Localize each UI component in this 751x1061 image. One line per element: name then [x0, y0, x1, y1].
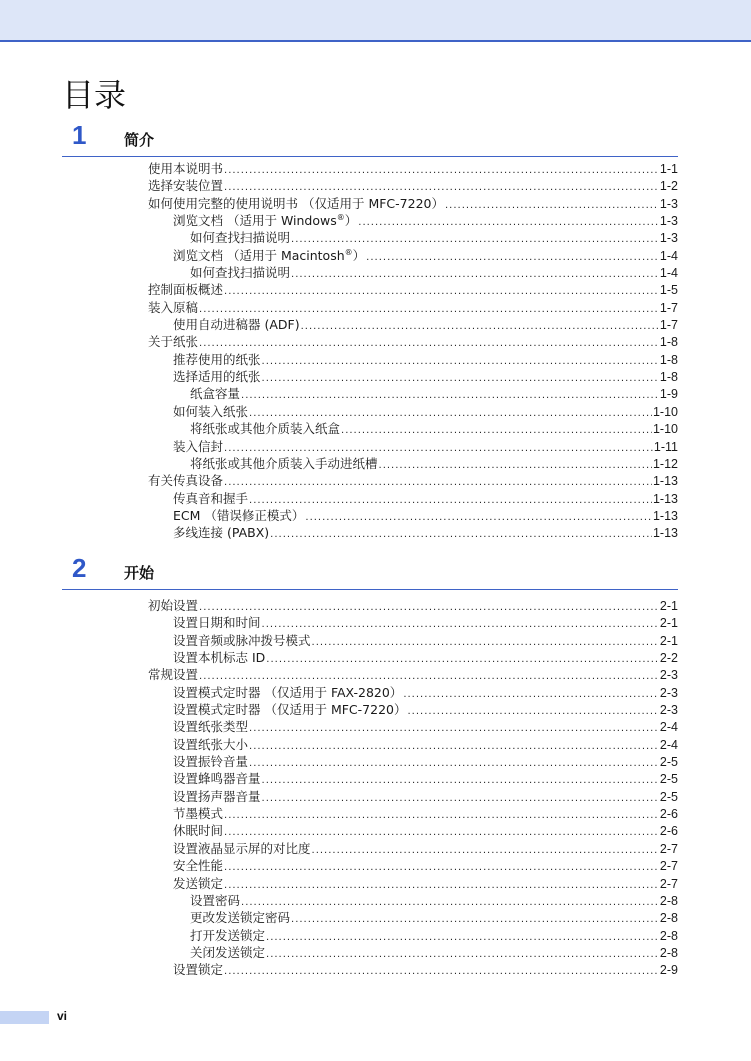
- toc-entry-title: 装入原稿: [148, 299, 199, 315]
- toc-entry[interactable]: [148, 507, 678, 524]
- toc-entry[interactable]: [148, 805, 678, 822]
- toc-entry-title: 传真音和握手: [173, 490, 249, 506]
- dot-leader: [266, 946, 659, 961]
- toc-entry-title: 如何使用完整的使用说明书 （仅适用于 MFC-7220）: [148, 195, 444, 211]
- dot-leader: [241, 894, 659, 909]
- toc-page-number: 1-12: [652, 456, 678, 471]
- toc-page-number: 1-4: [659, 248, 678, 263]
- dot-leader: [224, 440, 653, 455]
- dot-leader: [224, 877, 659, 892]
- toc-entry[interactable]: [148, 597, 678, 614]
- toc-page-number: 1-11: [653, 439, 678, 454]
- toc-page-number: 2-1: [659, 616, 678, 631]
- dot-leader: [224, 963, 659, 978]
- toc-entry[interactable]: [148, 788, 678, 805]
- toc-entry-title: 如何查找扫描说明: [190, 230, 291, 246]
- toc-page-number: 1-8: [659, 370, 678, 385]
- toc-page-number: 2-5: [659, 789, 678, 804]
- toc-entry-title: 休眠时间: [173, 823, 224, 839]
- toc-page-number: 2-5: [659, 772, 678, 787]
- toc-page-number: 2-8: [659, 893, 678, 908]
- toc-page-number: 1-10: [652, 422, 678, 437]
- toc-entry-title: 多线连接 (PABX): [173, 525, 270, 541]
- dot-leader: [224, 283, 659, 298]
- toc-entry-title: 使用本说明书: [148, 161, 224, 176]
- toc-page-number: 2-7: [659, 876, 678, 891]
- dot-leader: [199, 599, 659, 614]
- toc-entry-title: 设置纸张类型: [173, 719, 249, 735]
- toc-entry-title: 打开发送锁定: [190, 927, 266, 943]
- toc-entry-title: 纸盒容量: [190, 386, 241, 402]
- chapter-title: 简介: [124, 131, 155, 149]
- dot-leader: [224, 859, 659, 874]
- dot-leader: [249, 755, 659, 770]
- toc-page-number: 2-5: [659, 755, 678, 770]
- dot-leader: [224, 474, 652, 489]
- toc-entry-title: 关于纸张: [148, 334, 199, 350]
- toc-page-number: 2-7: [659, 841, 678, 856]
- dot-leader: [312, 842, 659, 857]
- registered-mark: ®: [344, 247, 353, 257]
- toc-entry-title: 关闭发送锁定: [190, 944, 266, 960]
- toc-entry[interactable]: [148, 299, 678, 316]
- dot-leader: [403, 686, 659, 701]
- dot-leader: [358, 214, 659, 229]
- toc-entry[interactable]: [148, 892, 678, 909]
- dot-leader: [224, 162, 659, 177]
- toc-entry-title: 安全性能: [173, 858, 224, 874]
- dot-leader: [249, 738, 659, 753]
- toc-page-number: 1-8: [659, 352, 678, 367]
- toc-page-number: 2-4: [659, 720, 678, 735]
- toc-entry-title: 浏览文档 （适用于 Macintosh®）: [173, 247, 366, 263]
- toc-entry[interactable]: [148, 857, 678, 874]
- toc-page-number: 2-3: [659, 685, 678, 700]
- toc-entry[interactable]: [148, 385, 678, 402]
- toc-page-number: 1-3: [659, 214, 678, 229]
- toc-page-number: 1-7: [659, 318, 678, 333]
- toc-entry[interactable]: [148, 736, 678, 753]
- toc-entry[interactable]: [148, 718, 678, 735]
- dot-leader: [224, 807, 659, 822]
- toc-page-number: 1-8: [659, 335, 678, 350]
- header-band: [0, 0, 751, 42]
- toc-entry-title: 设置日期和时间: [173, 615, 261, 631]
- toc-entry[interactable]: [148, 351, 678, 368]
- toc-page-number: 1-9: [659, 387, 678, 402]
- toc-page-number: 2-7: [659, 859, 678, 874]
- toc-entry[interactable]: [148, 403, 678, 420]
- footer-bar: [0, 1011, 49, 1024]
- toc-entry[interactable]: [148, 753, 678, 770]
- toc-entry[interactable]: [148, 247, 678, 264]
- dot-leader: [262, 353, 659, 368]
- toc-page-number: 2-8: [659, 911, 678, 926]
- toc-entry[interactable]: [148, 472, 678, 489]
- dot-leader: [379, 457, 652, 472]
- toc-page-number: 1-10: [652, 404, 678, 419]
- toc-entry-title: 设置纸张大小: [173, 736, 249, 752]
- toc-page-number: 1-3: [659, 196, 678, 211]
- dot-leader: [291, 231, 659, 246]
- toc-entry[interactable]: [148, 490, 678, 507]
- toc-page-number: 1-4: [659, 266, 678, 281]
- toc-entry-title: 有关传真设备: [148, 473, 224, 489]
- chapter-heading-2: [62, 553, 678, 590]
- toc-entry-title: 将纸张或其他介质装入手动进纸槽: [190, 455, 378, 471]
- toc-page-number: 1-13: [652, 474, 678, 489]
- toc-page-number: 2-6: [659, 807, 678, 822]
- toc-entry-title: 设置模式定时器 （仅适用于 MFC-7220）: [173, 702, 407, 718]
- toc-entry[interactable]: [148, 420, 678, 437]
- chapter-heading-1: [62, 120, 678, 157]
- toc-page-number: 1-13: [652, 526, 678, 541]
- toc-entry[interactable]: [148, 875, 678, 892]
- toc-entry-title: 将纸张或其他介质装入纸盒: [190, 421, 341, 437]
- toc-page-number: 1-1: [659, 162, 678, 176]
- toc-entry-title: 设置密码: [190, 892, 241, 908]
- dot-leader: [262, 616, 659, 631]
- toc-entry[interactable]: [148, 455, 678, 472]
- dot-leader: [445, 197, 659, 212]
- toc-entry-title: 常规设置: [148, 667, 199, 683]
- toc-entry[interactable]: [148, 212, 678, 229]
- toc-page-number: 2-1: [659, 633, 678, 648]
- dot-leader: [366, 249, 659, 264]
- toc-entry-title: 设置音频或脉冲拨号模式: [173, 632, 311, 648]
- chapter-number: 1: [72, 120, 87, 150]
- toc-entry[interactable]: [148, 770, 678, 787]
- toc-list-chapter-1: [148, 160, 678, 542]
- toc-entry[interactable]: [148, 684, 678, 701]
- toc-entry[interactable]: [148, 944, 678, 961]
- toc-entry[interactable]: [148, 177, 678, 194]
- toc-entry[interactable]: [148, 368, 678, 385]
- dot-leader: [249, 720, 659, 735]
- toc-entry-title: 设置扬声器音量: [173, 788, 261, 804]
- toc-page-number: 2-3: [659, 703, 678, 718]
- chapter-title: 开始: [124, 564, 155, 582]
- dot-leader: [262, 790, 659, 805]
- toc-entry[interactable]: [148, 438, 678, 455]
- toc-page-number: 2-3: [659, 668, 678, 683]
- dot-leader: [407, 703, 658, 718]
- toc-entry-title: 如何查找扫描说明: [190, 265, 291, 281]
- dot-leader: [241, 387, 659, 402]
- dot-leader: [224, 179, 659, 194]
- toc-entry[interactable]: [148, 160, 678, 177]
- toc-entry-title: 发送锁定: [173, 875, 224, 891]
- toc-list-chapter-2: [148, 597, 678, 979]
- toc-entry[interactable]: [148, 840, 678, 857]
- toc-page-number: 1-13: [652, 491, 678, 506]
- toc-entry-title: ECM （错误修正模式）: [173, 507, 305, 523]
- toc-entry-title: 装入信封: [173, 438, 224, 454]
- dot-leader: [224, 824, 659, 839]
- toc-entry-title: 更改发送锁定密码: [190, 910, 291, 926]
- toc-entry-title: 设置模式定时器 （仅适用于 FAX-2820）: [173, 684, 403, 700]
- toc-entry-title: 控制面板概述: [148, 282, 224, 298]
- toc-entry-title: 设置振铃音量: [173, 754, 249, 770]
- dot-leader: [301, 318, 659, 333]
- toc-entry-title: 推荐使用的纸张: [173, 351, 261, 367]
- toc-entry[interactable]: [148, 909, 678, 926]
- dot-leader: [249, 492, 652, 507]
- toc-entry[interactable]: [148, 701, 678, 718]
- toc-entry[interactable]: [148, 281, 678, 298]
- toc-entry-title: 节墨模式: [173, 806, 224, 822]
- toc-entry[interactable]: [148, 264, 678, 281]
- toc-entry[interactable]: [148, 524, 678, 541]
- dot-leader: [291, 266, 659, 281]
- toc-page-number: 2-8: [659, 928, 678, 943]
- dot-leader: [291, 911, 659, 926]
- toc-page-number: 2-4: [659, 737, 678, 752]
- toc-entry[interactable]: [148, 195, 678, 212]
- toc-entry[interactable]: [148, 927, 678, 944]
- dot-leader: [199, 301, 659, 316]
- toc-page-number: 1-7: [659, 300, 678, 315]
- toc-page-number: 2-2: [659, 651, 678, 666]
- toc-page-number: 1-5: [659, 283, 678, 298]
- toc-page-number: 2-6: [659, 824, 678, 839]
- toc-page-number: 2-9: [659, 963, 678, 978]
- toc-entry[interactable]: [148, 333, 678, 350]
- toc-entry[interactable]: [148, 632, 678, 649]
- dot-leader: [199, 668, 659, 683]
- dot-leader: [266, 651, 659, 666]
- dot-leader: [305, 509, 652, 524]
- toc-page-number: 1-3: [659, 231, 678, 246]
- toc-entry-title: 设置本机标志 ID: [173, 650, 266, 666]
- dot-leader: [262, 772, 659, 787]
- toc-page-number: 1-13: [652, 508, 678, 523]
- toc-entry[interactable]: [148, 649, 678, 666]
- dot-leader: [270, 526, 652, 541]
- toc-entry-title: 设置液晶显示屏的对比度: [173, 840, 311, 856]
- toc-entry-title: 设置锁定: [173, 962, 224, 978]
- toc-entry[interactable]: [148, 229, 678, 246]
- dot-leader: [249, 405, 652, 420]
- toc-entry-title: 初始设置: [148, 598, 199, 613]
- toc-entry[interactable]: [148, 822, 678, 839]
- page-title: 目录: [62, 76, 127, 114]
- toc-entry[interactable]: [148, 666, 678, 683]
- toc-entry[interactable]: [148, 614, 678, 631]
- dot-leader: [199, 335, 659, 350]
- toc-entry-title: 如何装入纸张: [173, 403, 249, 419]
- page-number: vi: [57, 1009, 68, 1023]
- dot-leader: [266, 929, 659, 944]
- toc-entry-title: 选择安装位置: [148, 178, 224, 194]
- toc-page-number: 2-1: [659, 599, 678, 613]
- toc-entry-title: 设置蜂鸣器音量: [173, 771, 261, 787]
- toc-entry-title: 使用自动进稿器 (ADF): [173, 317, 300, 333]
- dot-leader: [262, 370, 659, 385]
- chapter-number: 2: [72, 553, 87, 583]
- toc-entry[interactable]: [148, 316, 678, 333]
- dot-leader: [341, 422, 652, 437]
- toc-entry-title: 浏览文档 （适用于 Windows®）: [173, 212, 358, 229]
- registered-mark: ®: [336, 212, 345, 222]
- dot-leader: [312, 634, 659, 649]
- toc-page-number: 1-2: [659, 179, 678, 194]
- toc-entry[interactable]: [148, 961, 678, 978]
- toc-entry-title: 选择适用的纸张: [173, 369, 261, 385]
- toc-page-number: 2-8: [659, 945, 678, 960]
